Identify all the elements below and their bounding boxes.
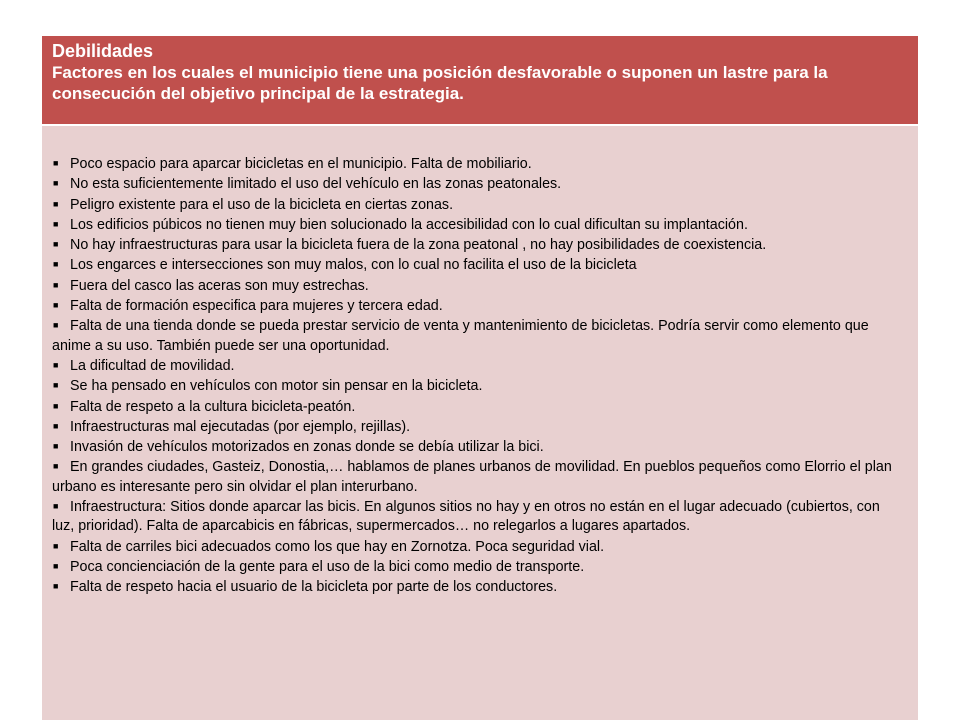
list-item bbox=[52, 235, 906, 255]
list-item bbox=[52, 276, 906, 296]
square-bullet-icon: ■ bbox=[53, 400, 59, 411]
list-item-text: Falta de una tienda donde se pueda prestar servicio de venta y mantenimiento de bicicletas. Podría servir como elemento que anime a su uso. También puede ser una oportunidad. bbox=[52, 318, 869, 354]
square-bullet-icon: ■ bbox=[53, 279, 59, 290]
list-item-text: En grandes ciudades, Gasteiz, Donostia,… hablamos de planes urbanos de movilidad. En pueblos pequeños como Elorrio el plan urbano es interesante pero sin olvidar el plan interurbano. bbox=[52, 459, 892, 495]
square-bullet-icon: ■ bbox=[53, 320, 59, 331]
square-bullet-icon: ■ bbox=[53, 158, 59, 168]
list-item bbox=[52, 316, 906, 356]
square-bullet-icon: ■ bbox=[53, 581, 59, 592]
square-bullet-icon: ■ bbox=[53, 259, 59, 270]
list-item-text: Se ha pensado en vehículos con motor sin pensar en la bicicleta. bbox=[70, 378, 483, 395]
square-bullet-icon: ■ bbox=[53, 239, 59, 250]
header-subtitle: Factores en los cuales el municipio tiene una posición desfavorable o suponen un lastre para la consecución del objetivo principal de la estrategia. bbox=[52, 63, 828, 103]
square-bullet-icon: ■ bbox=[53, 461, 59, 472]
list-item-text: Peligro existente para el uso de la bicicleta en ciertas zonas. bbox=[70, 196, 454, 213]
list-item bbox=[52, 174, 906, 194]
table-header bbox=[42, 36, 918, 124]
list-item-text: No hay infraestructuras para usar la bicicleta fuera de la zona peatonal , no hay posibilidades de coexistencia. bbox=[70, 237, 767, 254]
list-item bbox=[52, 255, 906, 275]
list-item-text: Los engarces e intersecciones son muy malos, con lo cual no facilita el uso de la bicicleta bbox=[70, 257, 637, 274]
weakness-list bbox=[52, 154, 906, 598]
square-bullet-icon: ■ bbox=[53, 560, 59, 571]
list-item bbox=[52, 497, 906, 537]
square-bullet-icon: ■ bbox=[53, 218, 59, 229]
list-item-text: Falta de formación especifica para mujeres y tercera edad. bbox=[70, 298, 443, 315]
list-item bbox=[52, 417, 906, 437]
square-bullet-icon: ■ bbox=[53, 380, 59, 391]
list-item-text: Poco espacio para aparcar bicicletas en el municipio. Falta de mobiliario. bbox=[70, 156, 532, 172]
list-item-text: Poca concienciación de la gente para el uso de la bici como medio de transporte. bbox=[70, 558, 585, 575]
table-body bbox=[42, 126, 918, 720]
square-bullet-icon: ■ bbox=[53, 178, 59, 189]
square-bullet-icon: ■ bbox=[53, 359, 59, 370]
list-item-text: Fuera del casco las aceras son muy estrechas. bbox=[70, 277, 369, 294]
debilidades-table bbox=[42, 36, 918, 720]
list-item-text: Invasión de vehículos motorizados en zonas donde se debía utilizar la bici. bbox=[70, 439, 544, 456]
list-item bbox=[52, 215, 906, 235]
list-item bbox=[52, 457, 906, 497]
square-bullet-icon: ■ bbox=[53, 501, 59, 512]
list-item bbox=[52, 296, 906, 316]
list-item bbox=[52, 154, 906, 174]
list-item bbox=[52, 376, 906, 396]
list-item bbox=[52, 195, 906, 215]
square-bullet-icon: ■ bbox=[53, 540, 59, 551]
list-item-text: Los edificios púbicos no tienen muy bien solucionado la accesibilidad con lo cual dificultan su implantación. bbox=[70, 216, 748, 233]
list-item bbox=[52, 437, 906, 457]
square-bullet-icon: ■ bbox=[53, 198, 59, 209]
list-item-text: Falta de respeto hacia el usuario de la bicicleta por parte de los conductores. bbox=[70, 579, 558, 596]
list-item bbox=[52, 397, 906, 417]
list-item-text: Infraestructuras mal ejecutadas (por ejemplo, rejillas). bbox=[70, 418, 411, 435]
list-item-text: Falta de carriles bici adecuados como los que hay en Zornotza. Poca seguridad vial. bbox=[70, 538, 605, 555]
list-item bbox=[52, 537, 906, 557]
list-item bbox=[52, 356, 906, 376]
square-bullet-icon: ■ bbox=[53, 300, 59, 311]
square-bullet-icon: ■ bbox=[53, 420, 59, 431]
list-item bbox=[52, 557, 906, 577]
list-item bbox=[52, 577, 906, 597]
square-bullet-icon: ■ bbox=[53, 441, 59, 452]
header-title: Debilidades bbox=[52, 41, 154, 61]
list-item-text: No esta suficientemente limitado el uso del vehículo en las zonas peatonales. bbox=[70, 176, 562, 193]
list-item-text: Infraestructura: Sitios donde aparcar las bicis. En algunos sitios no hay y en otros no están en el lugar adecuado (cubiertos, con luz, prioridad). Falta de aparcabicis en fábricas, supermercados… no relegarlos a lugares apartados. bbox=[52, 499, 880, 535]
list-item-text: La dificultad de movilidad. bbox=[70, 357, 235, 374]
list-item-text: Falta de respeto a la cultura bicicleta-peatón. bbox=[70, 398, 356, 415]
